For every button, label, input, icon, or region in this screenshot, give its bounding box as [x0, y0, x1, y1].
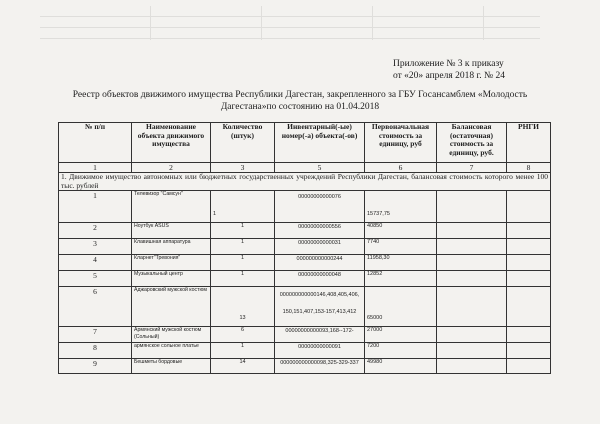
- item-residual-cost: [437, 255, 507, 271]
- item-residual-cost: [437, 327, 507, 343]
- item-quantity: 1: [211, 343, 275, 359]
- item-residual-cost: [437, 359, 507, 374]
- table-row: [59, 191, 551, 223]
- item-inventory-number: 00000000000076: [275, 191, 365, 223]
- item-inventory-number: 000000000000244: [275, 255, 365, 271]
- table-row: [59, 343, 551, 359]
- item-quantity: 14: [211, 359, 275, 374]
- col-number: 7: [437, 163, 507, 173]
- row-number: 8: [59, 343, 132, 359]
- item-initial-cost: 65000: [365, 287, 437, 327]
- header-initial: Первоначальная стоимость за единицу, руб: [365, 123, 437, 163]
- header-row: [59, 123, 551, 163]
- item-quantity: 1: [211, 239, 275, 255]
- item-residual-cost: [437, 191, 507, 223]
- section-heading: 1. Движимое имущество автономных или бюджетных государственных учреждений Республики Дагестан, балансовая стоимость которого менее 100 тыс. рублей: [59, 173, 551, 191]
- item-name: Аджаровский мужской костюм: [132, 287, 211, 327]
- appendix-line-1: Приложение № 3 к приказу: [392, 59, 504, 69]
- item-name: Телевизор "Самсун": [132, 191, 211, 223]
- row-number: 1: [59, 191, 132, 223]
- header-qty: Количество (штук): [211, 123, 275, 163]
- item-name: Клавишная аппаратура: [132, 239, 211, 255]
- item-initial-cost: 12852: [365, 271, 437, 287]
- item-quantity: 1: [211, 255, 275, 271]
- item-inventory-number: 00000000000091: [275, 343, 365, 359]
- item-name: Музыкальный центр: [132, 271, 211, 287]
- item-name: Ноутбук ASUS: [132, 223, 211, 239]
- item-inventory-number: [275, 287, 365, 327]
- col-number: 1: [59, 163, 132, 173]
- row-number: 9: [59, 359, 132, 374]
- row-number: 3: [59, 239, 132, 255]
- item-inventory-number: 00000000000556: [275, 223, 365, 239]
- item-rngi: [507, 327, 551, 343]
- registry-table: [58, 122, 551, 374]
- item-rngi: [507, 359, 551, 374]
- item-initial-cost: 49980: [365, 359, 437, 374]
- document-title: Реестр объектов движимого имущества Республики Дагестан, закрепленного за ГБУ Госансамблем «Молодость Дагестана»по состоянию на 01.04.2018: [72, 90, 528, 112]
- table-row: [59, 359, 551, 374]
- col-number: 3: [211, 163, 275, 173]
- item-initial-cost: 7740: [365, 239, 437, 255]
- item-quantity: 1: [211, 191, 275, 223]
- col-number: 2: [132, 163, 211, 173]
- item-quantity: 1: [211, 223, 275, 239]
- header-num: № п/п: [59, 123, 132, 163]
- item-rngi: [507, 271, 551, 287]
- col-number: 5: [275, 163, 365, 173]
- column-number-row: [59, 163, 551, 173]
- item-inventory-number: 00000000000031: [275, 239, 365, 255]
- section-row: [59, 173, 551, 191]
- item-rngi: [507, 343, 551, 359]
- item-residual-cost: [437, 271, 507, 287]
- table-row: [59, 223, 551, 239]
- item-initial-cost: 7200: [365, 343, 437, 359]
- item-name: Кларнет"Тревония": [132, 255, 211, 271]
- row-number: 4: [59, 255, 132, 271]
- inventory-number-line: 000000000000146,408,405,406,: [279, 292, 360, 298]
- table-row: [59, 271, 551, 287]
- item-initial-cost: 40850: [365, 223, 437, 239]
- item-residual-cost: [437, 223, 507, 239]
- row-number: 6: [59, 287, 132, 327]
- header-rngi: РНГИ: [507, 123, 551, 163]
- item-name: армянское сольное платье: [132, 343, 211, 359]
- col-number: 8: [507, 163, 551, 173]
- item-residual-cost: [437, 343, 507, 359]
- table-row: [59, 327, 551, 343]
- item-inventory-number: 000000000000098,325-329-337: [275, 359, 365, 374]
- item-rngi: [507, 223, 551, 239]
- header-inv: Инвентарный(-ые) номер(-а) объекта(-ов): [275, 123, 365, 163]
- item-residual-cost: [437, 239, 507, 255]
- row-number: 7: [59, 327, 132, 343]
- row-number: 5: [59, 271, 132, 287]
- header-name: Наименование объекта движимого имущества: [132, 123, 211, 163]
- item-rngi: [507, 255, 551, 271]
- item-inventory-number: 00000000000048: [275, 271, 365, 287]
- item-initial-cost: 11958,30: [365, 255, 437, 271]
- item-residual-cost: [437, 287, 507, 327]
- header-residual: Балансовая (остаточная) стоимость за единицу, руб.: [437, 123, 507, 163]
- table-row: [59, 255, 551, 271]
- item-rngi: [507, 287, 551, 327]
- table-row: [59, 287, 551, 327]
- item-initial-cost: 15737,75: [365, 191, 437, 223]
- item-quantity: 6: [211, 327, 275, 343]
- item-rngi: [507, 191, 551, 223]
- appendix-line-2: от «20» апреля 2018 г. № 24: [392, 71, 505, 81]
- item-rngi: [507, 239, 551, 255]
- item-inventory-number: 00000000000093,168--172-: [275, 327, 365, 343]
- table-row: [59, 239, 551, 255]
- item-name: Бешметы бордовые: [132, 359, 211, 374]
- row-number: 2: [59, 223, 132, 239]
- item-initial-cost: 27000: [365, 327, 437, 343]
- appendix-note: [393, 58, 505, 82]
- bleed-through-shadow: [40, 6, 540, 40]
- item-quantity: 1: [211, 271, 275, 287]
- item-quantity: 13: [211, 287, 275, 327]
- col-number: 6: [365, 163, 437, 173]
- item-name: Армянский мужской костюм (Сольный): [132, 327, 211, 343]
- inventory-number-line: 150,151,407,153-157,413,412: [282, 309, 357, 315]
